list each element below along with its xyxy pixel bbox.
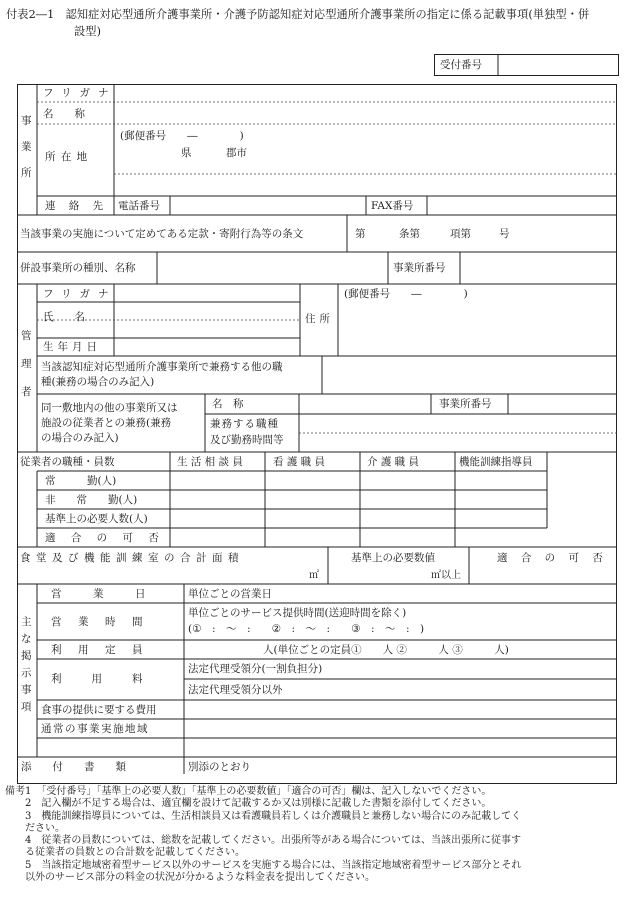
note-line: 備考1 「受付番号」「基準上の必要人数」「基準上の必要数値」「適合の可否」欄は、記入しないでください。 (5, 786, 492, 797)
title-line-2: 設型) (74, 25, 102, 38)
main-hours-value-1: 単位ごとのサービス提供時間(送迎時間を除く) (188, 607, 407, 619)
manager-furigana-field[interactable] (115, 285, 299, 301)
manager-name-field[interactable] (115, 303, 299, 337)
attach-value: 別添のとおり (188, 761, 251, 773)
articles-ko: 項第 (450, 228, 471, 240)
joint-num-field[interactable] (461, 254, 615, 283)
manager-concurrent-field[interactable] (323, 357, 615, 393)
office-city: 郡市 (226, 147, 247, 159)
manager-postal: (郵便番号 ― ) (344, 288, 468, 300)
main-area-label: 通常の事業実施地域 (41, 723, 149, 735)
receipt-number-field[interactable] (499, 56, 617, 74)
manager-furigana-label: フリガナ (43, 288, 117, 300)
staff-row-conformity: 適 合 の 可 否 (45, 532, 165, 544)
main-fee-label: 利 用 料 (51, 673, 146, 685)
manager-concurrent-1: 当該認知症対応型通所介護事業所で兼務する他の職 (41, 361, 283, 373)
joint-name-field[interactable] (158, 254, 387, 283)
office-name-label: 名 称 (43, 108, 85, 120)
receipt-label: 受付番号 (440, 59, 482, 71)
note-line: 4 従業者の員数については、総数を記載してください。出張所等がある場合については、当該出張所に従事す (5, 835, 521, 847)
manager-other-3: の場合のみ記入) (41, 432, 119, 444)
note-line: ださい。 (5, 822, 65, 834)
manager-name-label: 氏 名 (43, 311, 85, 323)
main-fee-value-1: 法定代理受領分(一割負担分) (188, 663, 323, 675)
main-capacity-value: 人(単位ごとの定員① 人 ② 人 ③ 人) (263, 644, 509, 656)
staff-row-fulltime: 常 勤(人) (45, 475, 117, 487)
office-postal: (郵便番号 ― ) (120, 130, 244, 142)
office-pref: 県 (181, 147, 192, 159)
staff-header: 従業者の職種・員数 (20, 456, 115, 468)
manager-address-label: 住所 (305, 313, 334, 325)
staff-col-trainer: 機能訓練指導員 (459, 456, 533, 468)
manager-dob-label: 生年月日 (43, 341, 101, 353)
manager-other-1: 同一敷地内の他の事業所又は (41, 402, 178, 414)
manager-job-2: 及び勤務時間等 (210, 434, 284, 446)
main-meal-label: 食事の提供に要する費用 (41, 704, 157, 716)
articles-dai: 第 (355, 228, 366, 240)
main-hours-label: 営 業 時 間 (51, 616, 146, 628)
main-days-label: 営 業 日 (51, 588, 146, 600)
manager-concurrent-2: 種(兼務の場合のみ記入) (41, 376, 155, 388)
attach-label: 添 付 書 類 (21, 761, 126, 773)
area-required-label: 基準上の必要数値 (351, 552, 435, 564)
articles-label: 当該事業の実施について定めてある定款・寄附行為等の条文 (20, 228, 304, 240)
note-line: 3 機能訓練指導員については、生活相談員又は看護職員若しくは介護職員と兼務しない場合にのみ記載してく (5, 810, 522, 822)
form-title (6, 6, 624, 40)
notes (5, 786, 625, 884)
joint-label: 併設事業所の種別、名称 (20, 262, 136, 274)
main-section-label: 主 な 掲 示 事 項 (21, 616, 32, 713)
office-phone-label: 電話番号 (118, 200, 160, 212)
main-days-value: 単位ごとの営業日 (188, 588, 272, 600)
staff-row-required: 基準上の必要人数(人) (45, 513, 148, 525)
office-contact-label: 連 絡 先 (45, 200, 109, 212)
note-line: 2 記入欄が不足する場合は、適宜欄を設けて記載するか又は別様に記載した書類を添付してください。 (5, 798, 492, 810)
office-phone-field[interactable] (171, 197, 365, 214)
office-fax-field[interactable] (428, 197, 615, 214)
articles-jo: 条第 (399, 228, 420, 240)
area-unit-min: ㎡以上 (431, 570, 461, 581)
note-line: 5 当該指定地域密着型サービス以外のサービスを実施する場合には、当該指定地域密着型サービス部分とそれ (5, 859, 522, 871)
office-fax-label: FAX番号 (371, 200, 414, 212)
staff-col-counselor: 生 活 相 談 員 (177, 456, 243, 468)
main-fee-value-2: 法定代理受領分以外 (188, 684, 283, 696)
title-line-1: 付表2―1 認知症対応型通所介護事業所・介護予防認知症対応型通所介護事業所の指定に係る記載事項(単独型・併 (6, 8, 590, 21)
note-line: 以外のサービス部分の料金の状況が分かるような料金表を提出してください。 (5, 872, 375, 884)
office-section-label: 事 業 所 (21, 115, 32, 179)
area-conformity-label: 適 合 の 可 否 (497, 552, 608, 564)
manager-job-1: 兼務する職種 (210, 418, 279, 430)
manager-num-label: 事業所番号 (439, 398, 492, 410)
joint-num-label: 事業所番号 (393, 262, 446, 274)
staff-col-nurse: 看 護 職 員 (273, 456, 326, 468)
manager-name2-label: 名 称 (212, 398, 244, 410)
manager-dob-field[interactable] (115, 339, 299, 355)
area-unit: ㎡ (309, 570, 319, 581)
manager-section-label: 管 理 者 (21, 330, 32, 398)
office-furigana-field[interactable] (115, 85, 615, 101)
main-hours-value-2: (① : ～ : ② : ～ : ③ : ～ : ) (188, 623, 425, 635)
office-name-field[interactable] (115, 103, 615, 123)
main-capacity-label: 利 用 定 員 (51, 644, 146, 656)
manager-other-2: 施設の従業者との兼務(兼務 (41, 417, 172, 429)
office-furigana-label: フリガナ (43, 87, 117, 99)
note-line: る従業者の員数との合計数を記載してください。 (5, 847, 245, 859)
application-form (17, 84, 617, 784)
office-address-label: 所 在 地 (45, 151, 89, 163)
staff-row-parttime: 非 常 勤(人) (45, 494, 138, 506)
articles-go: 号 (499, 228, 510, 240)
staff-col-care: 介 護 職 員 (367, 456, 420, 468)
area-label: 食堂及び機能訓練室の合計面積 (20, 552, 244, 564)
